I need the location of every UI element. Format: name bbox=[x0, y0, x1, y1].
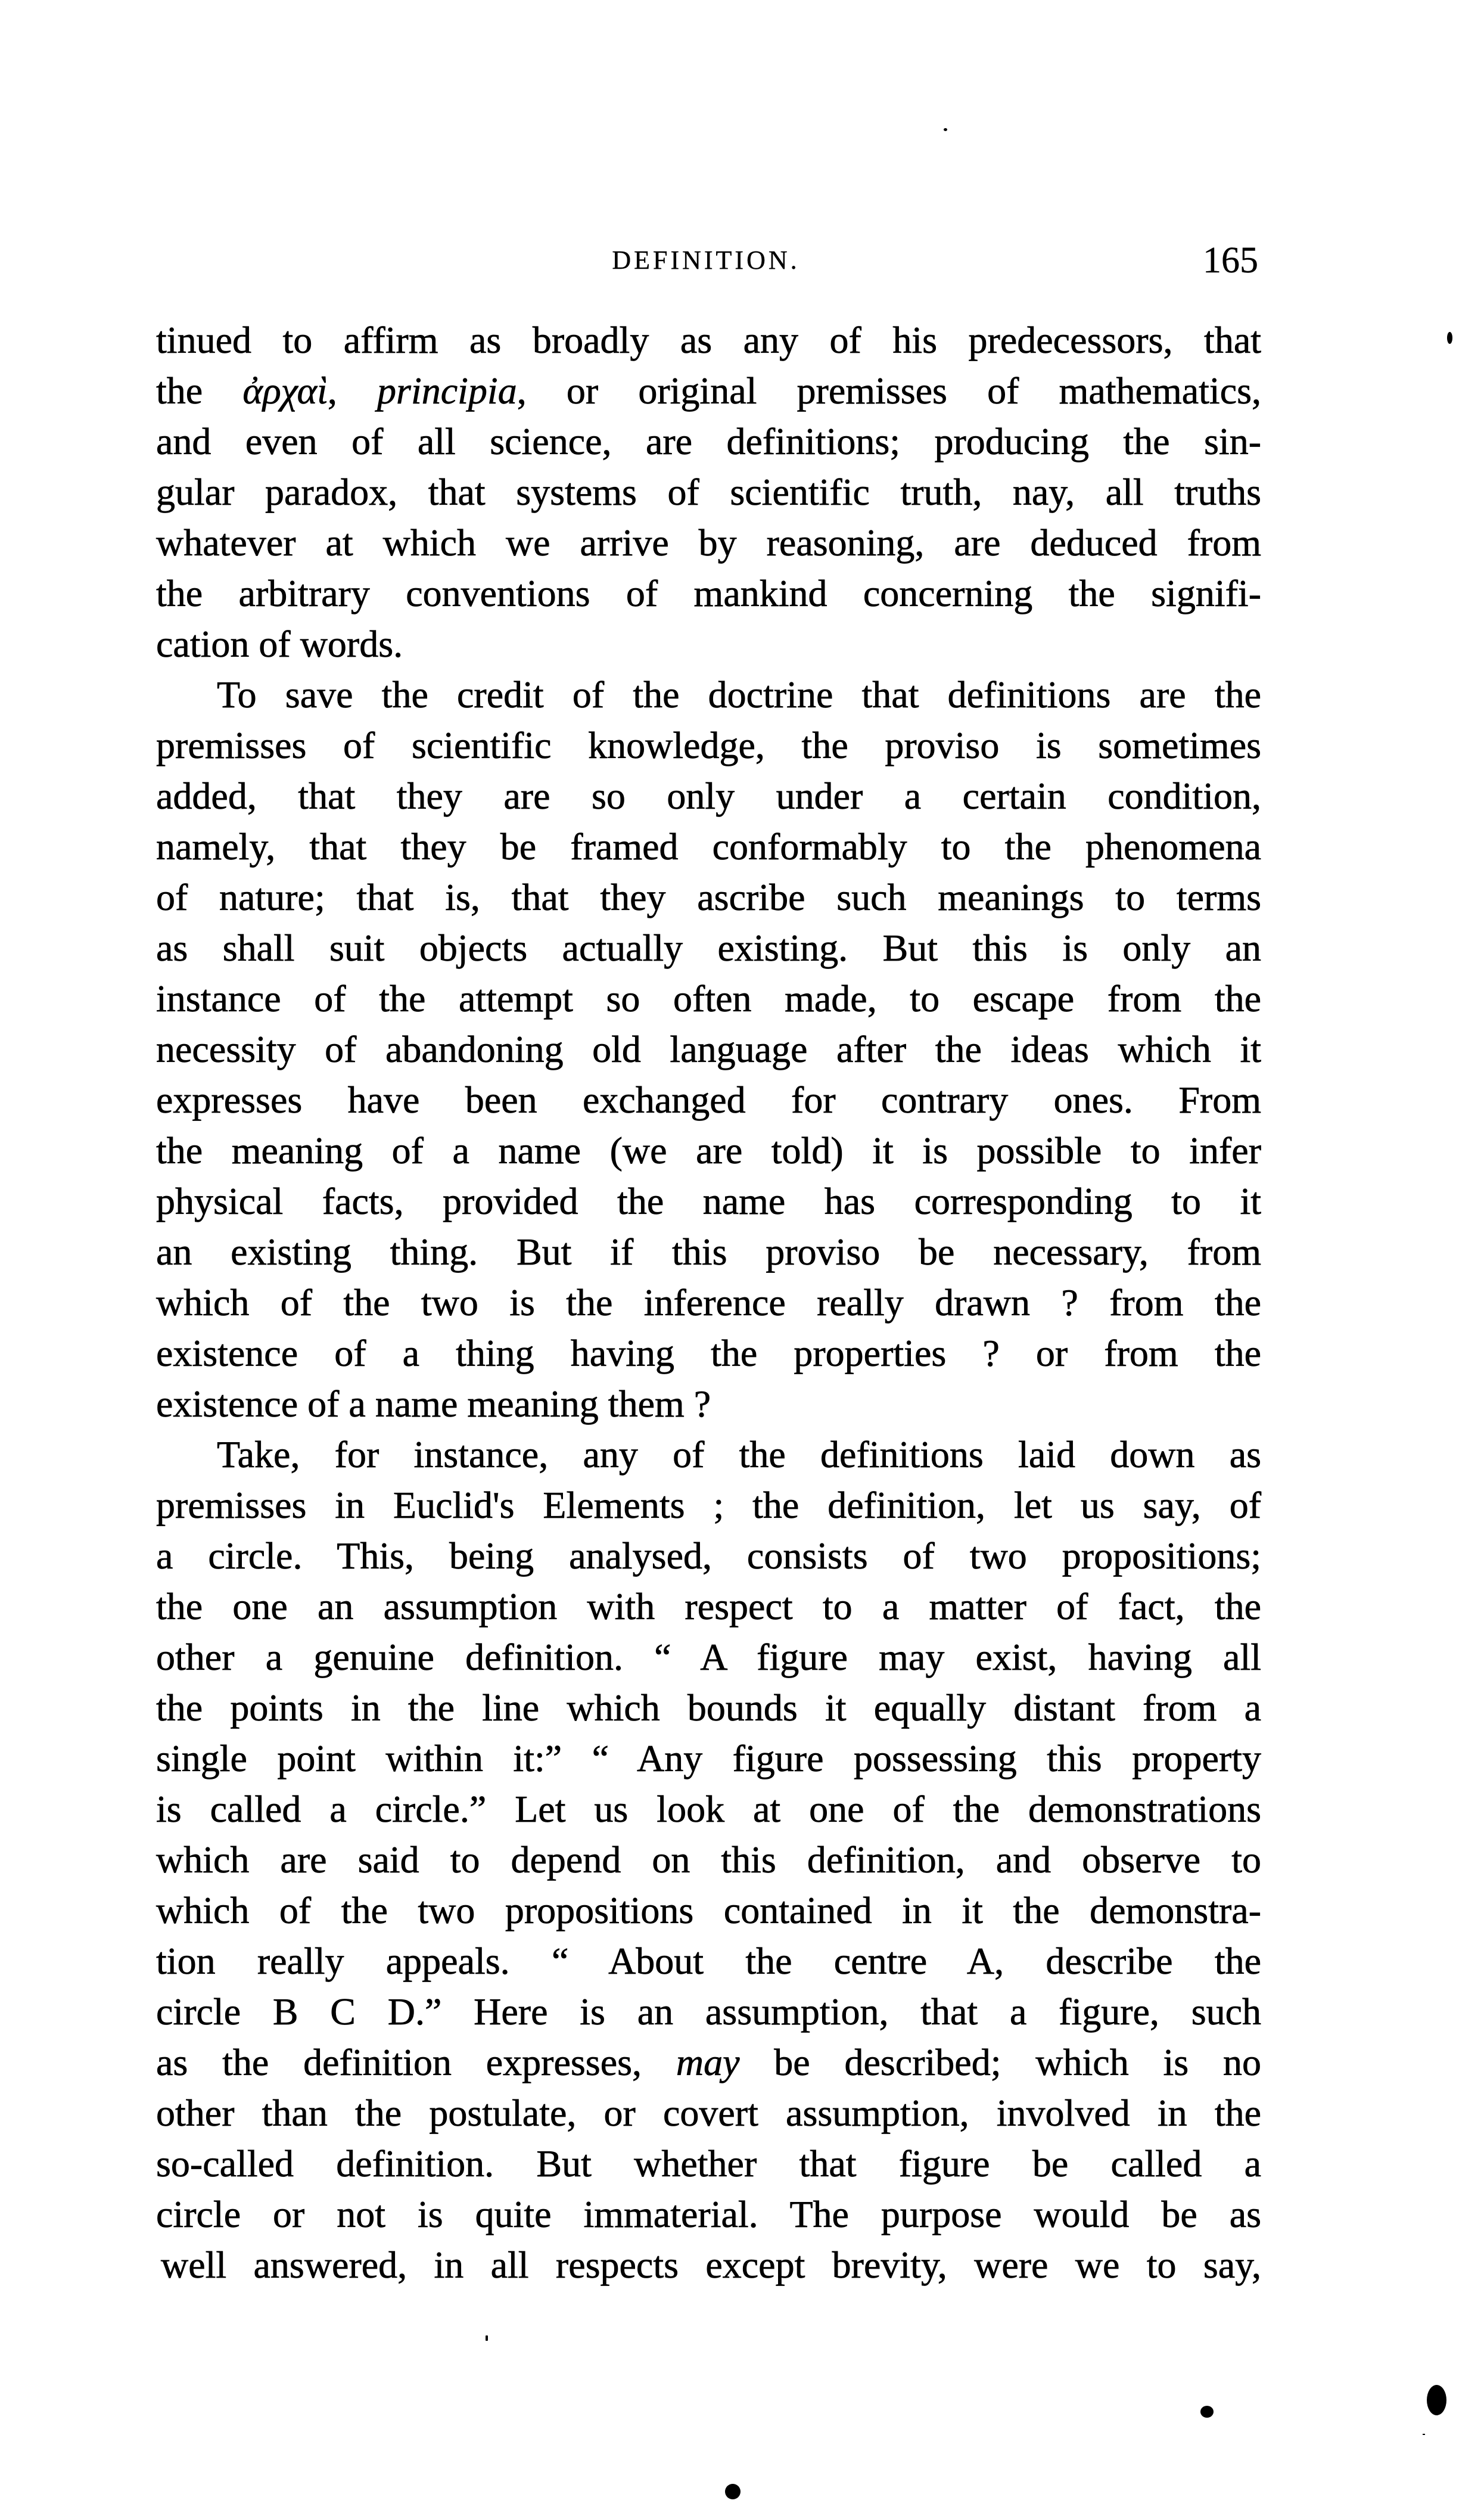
text-line: as the definition expresses, may be described; which is no bbox=[156, 2041, 1262, 2083]
text-line: namely, that they be framed conformably to the phenomena bbox=[156, 825, 1261, 868]
text-line: tion really appeals. “ About the centre A, describe the bbox=[156, 1940, 1261, 1982]
body-text bbox=[156, 315, 1261, 2290]
page-number: 165 bbox=[1203, 240, 1258, 281]
scan-speck bbox=[1200, 2406, 1214, 2418]
text-line: existence of a thing having the properties ? or from the bbox=[156, 1332, 1261, 1374]
scan-speck bbox=[1423, 2434, 1425, 2435]
text-line: an existing thing. But if this proviso be necessary, from bbox=[156, 1231, 1261, 1273]
text-line: gular paradox, that systems of scientific truth, nay, all truths bbox=[156, 471, 1261, 513]
text-line: the one an assumption with respect to a matter of fact, the bbox=[156, 1585, 1261, 1627]
text-line: premisses in Euclid's Elements ; the definition, let us say, of bbox=[156, 1484, 1261, 1526]
text-line: which of the two propositions contained in it the demonstra- bbox=[156, 1889, 1261, 1931]
text-line: expresses have been exchanged for contrary ones. From bbox=[156, 1079, 1261, 1121]
text-line: circle or not is quite immaterial. The purpose would be as bbox=[156, 2193, 1261, 2235]
text-line: To save the credit of the doctrine that definitions are the bbox=[217, 673, 1261, 716]
emphasis: may bbox=[676, 2041, 740, 2083]
text-line: other a genuine definition. “ A figure may exist, having all bbox=[156, 1636, 1261, 1678]
paragraph-2 bbox=[156, 669, 1261, 1429]
scan-speck bbox=[725, 2484, 741, 2499]
text-line: well answered, in all respects except brevity, were we to say, bbox=[161, 2244, 1261, 2286]
text-line: existence of a name meaning them ? bbox=[156, 1383, 711, 1425]
text-line: a circle. This, being analysed, consists of two propositions; bbox=[156, 1535, 1261, 1577]
text-line: instance of the attempt so often made, to escape from the bbox=[156, 977, 1261, 1020]
text-line: whatever at which we arrive by reasoning, are deduced from bbox=[156, 521, 1261, 564]
text-line: tinued to affirm as broadly as any of his predecessors, that bbox=[156, 319, 1261, 361]
text-line: which of the two is the inference really drawn ? from the bbox=[156, 1281, 1261, 1324]
scan-speck bbox=[944, 128, 947, 131]
text-line: the meaning of a name (we are told) it is possible to infer bbox=[156, 1129, 1261, 1172]
text-line: cation of words. bbox=[156, 623, 403, 665]
scan-speck bbox=[1447, 332, 1452, 344]
text-line: which are said to depend on this definition, and observe to bbox=[156, 1838, 1261, 1881]
text-line: and even of all science, are definitions; producing the sin- bbox=[156, 420, 1261, 462]
paragraph-1 bbox=[156, 315, 1261, 669]
text-line: necessity of abandoning old language after the ideas which it bbox=[156, 1028, 1261, 1070]
text-line: the ἀρχαὶ, principia, or original premisses of mathematics, bbox=[156, 369, 1262, 412]
text-line: premisses of scientific knowledge, the proviso is sometimes bbox=[156, 724, 1261, 766]
text-line: as shall suit objects actually existing. But this is only an bbox=[156, 927, 1261, 969]
text-line: the points in the line which bounds it equally distant from a bbox=[156, 1686, 1261, 1729]
scan-speck bbox=[486, 2335, 488, 2341]
text-line: physical facts, provided the name has corresponding to it bbox=[156, 1180, 1261, 1222]
text-line: Take, for instance, any of the definitions laid down as bbox=[217, 1433, 1261, 1476]
text-line: added, that they are so only under a certain condition, bbox=[156, 775, 1261, 817]
text-line: so-called definition. But whether that figure be called a bbox=[156, 2142, 1261, 2185]
text-line: the arbitrary conventions of mankind concerning the signifi- bbox=[156, 572, 1261, 614]
text-line: single point within it:” “ Any figure possessing this property bbox=[156, 1737, 1261, 1779]
text-line: circle B C D.” Here is an assumption, that a figure, such bbox=[156, 1990, 1261, 2033]
text-line: other than the postulate, or covert assumption, involved in the bbox=[156, 2092, 1261, 2134]
greek-term: ἀρχαὶ bbox=[242, 369, 328, 412]
scan-speck bbox=[1427, 2385, 1446, 2415]
running-head-title: DEFINITION. bbox=[612, 246, 800, 275]
text-line: of nature; that is, that they ascribe such meanings to terms bbox=[156, 876, 1261, 918]
paragraph-3 bbox=[156, 1429, 1261, 2290]
latin-term: principia bbox=[377, 369, 517, 412]
text-line: is called a circle.” Let us look at one of the demonstrations bbox=[156, 1788, 1261, 1830]
